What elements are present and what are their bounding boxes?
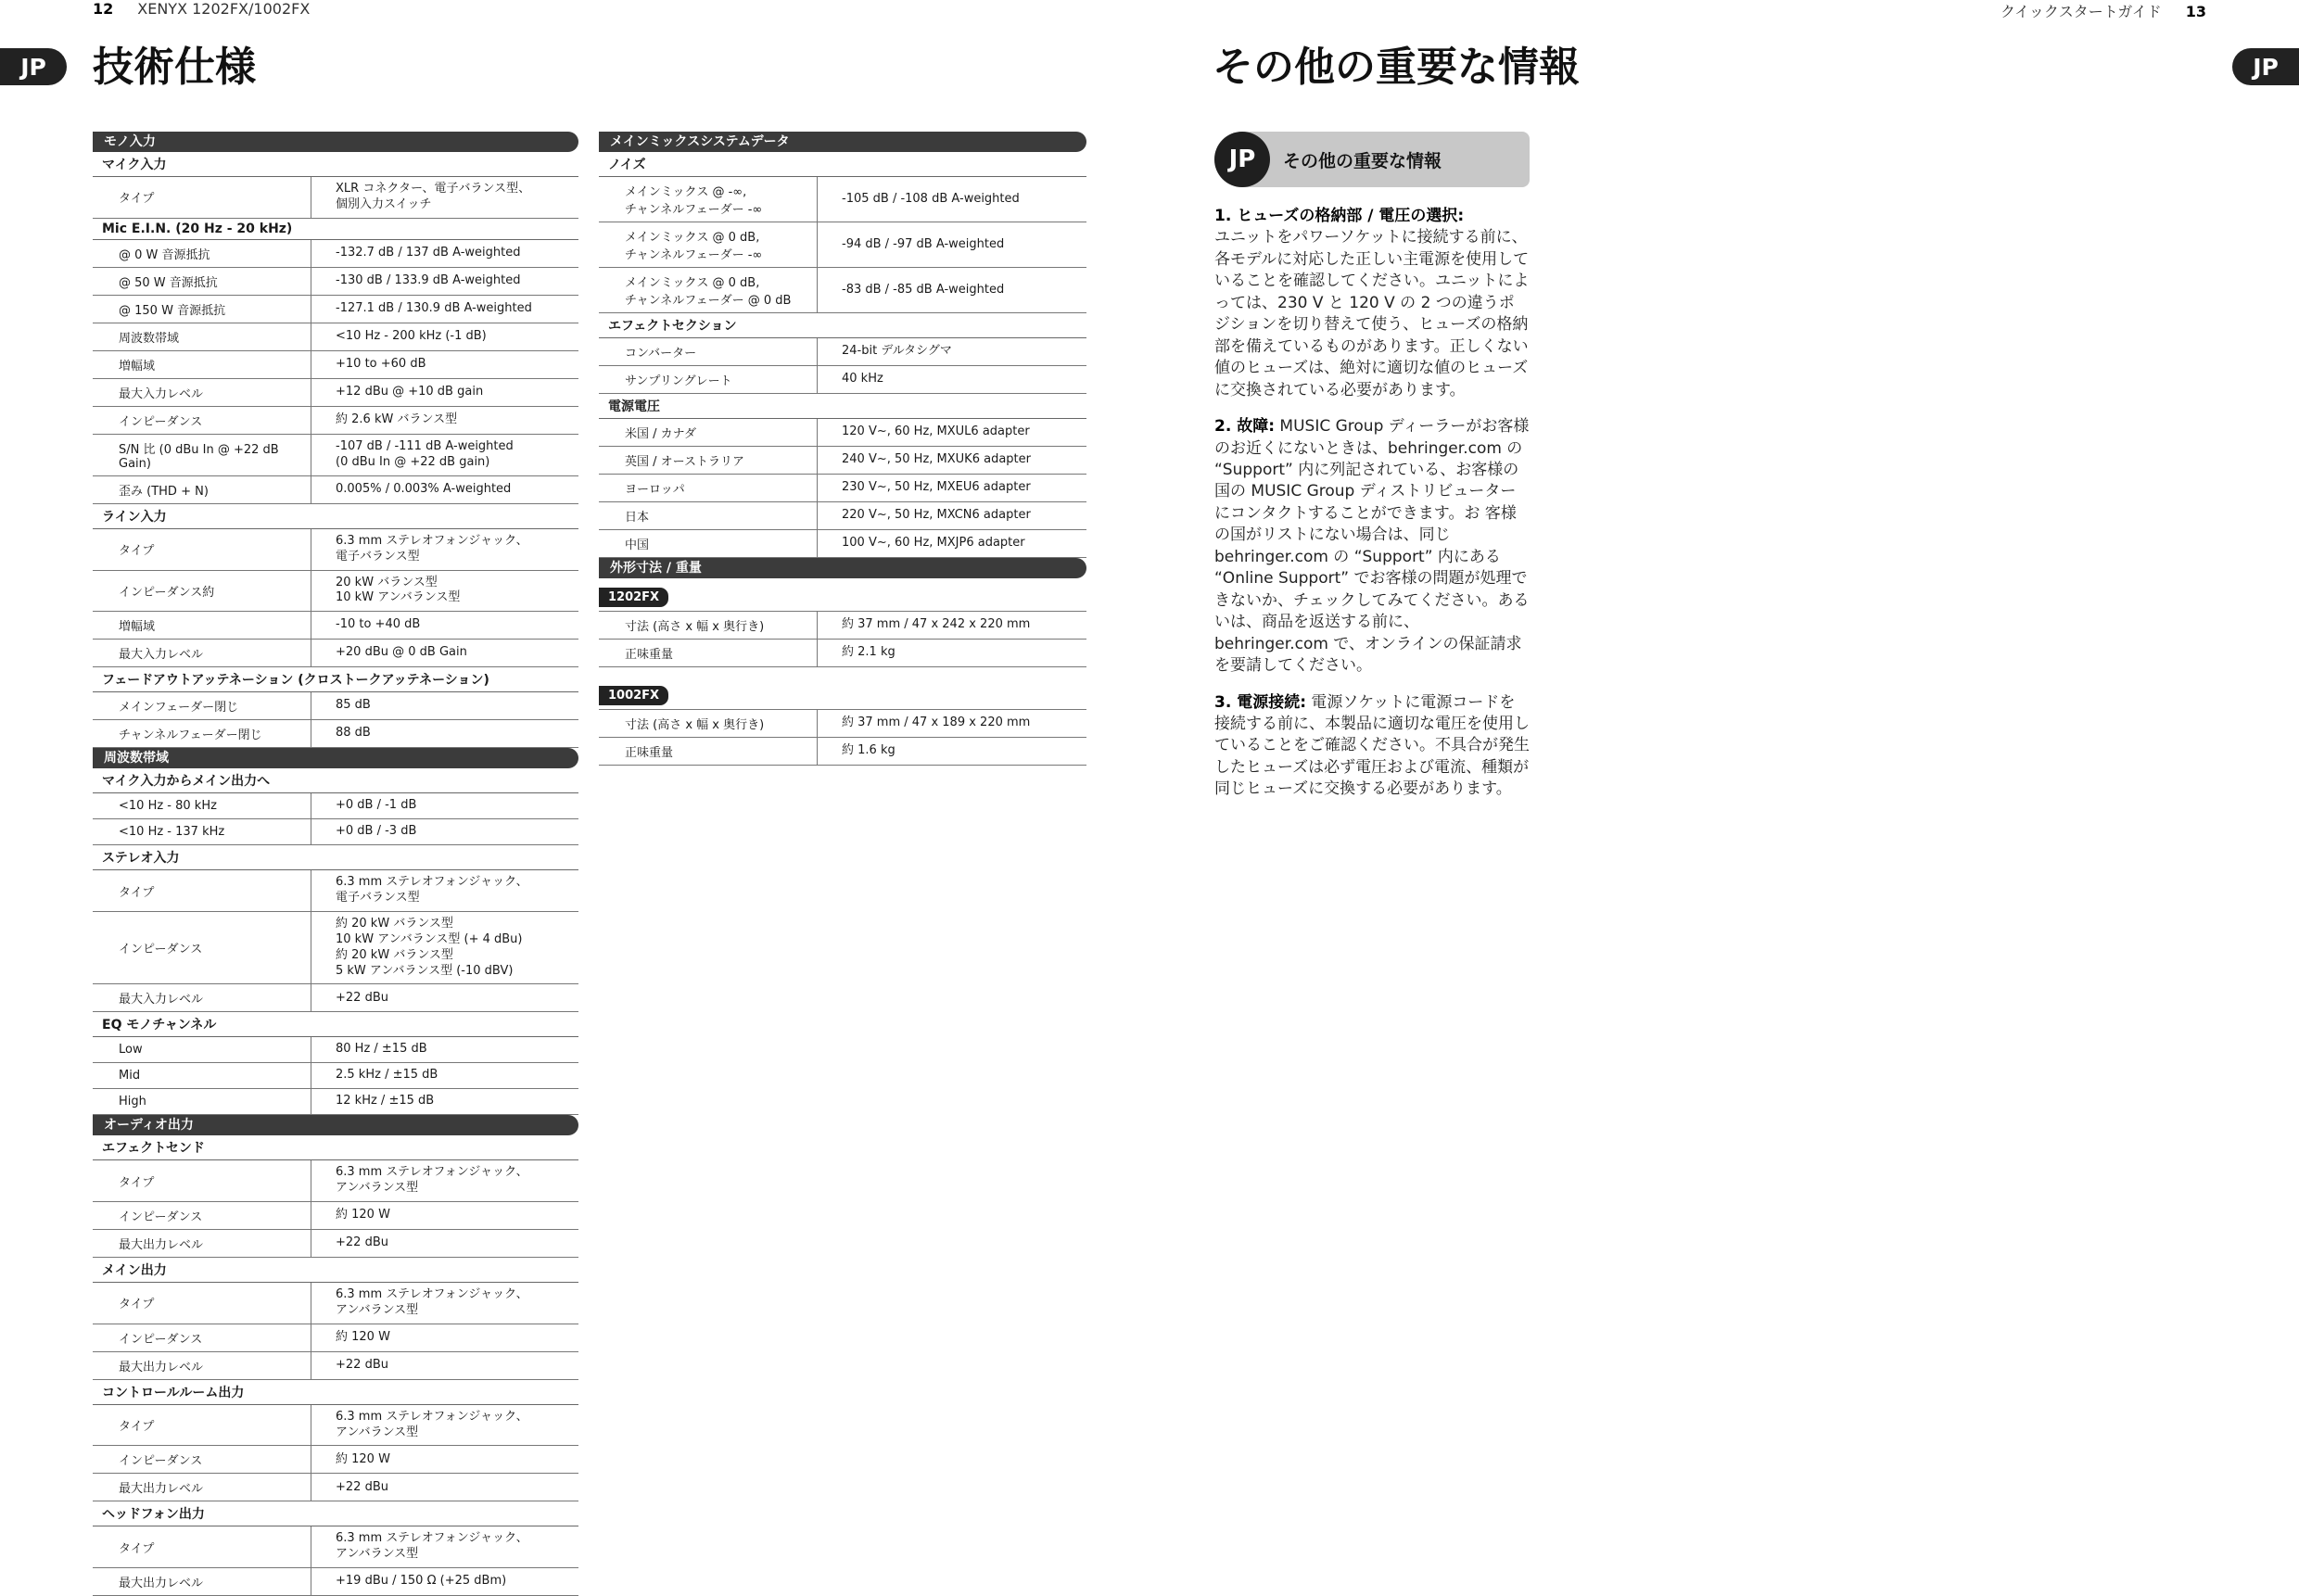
- spec-row: 最大出力レベル +22 dBu: [93, 1352, 578, 1380]
- spec-row: タイプ 6.3 mm ステレオフォンジャック、 アンバランス型: [93, 1405, 578, 1447]
- spec-row: @ 0 W 音源抵抗 -132.7 dB / 137 dB A-weighted: [93, 240, 578, 268]
- spec-row: @ 50 W 音源抵抗 -130 dB / 133.9 dB A-weighted: [93, 268, 578, 296]
- spec-row: 米国 / カナダ 120 V~, 60 Hz, MXUL6 adapter: [599, 419, 1086, 447]
- spec-row: インピーダンス 約 2.6 kW バランス型: [93, 407, 578, 435]
- info-section-header: [1214, 132, 1530, 187]
- spec-row: インピーダンス 約 20 kW バランス型 10 kW アンバランス型 (+ 4 dBu) 約 20 kW バランス型 5 kW アンバランス型 (-10 dBV): [93, 912, 578, 985]
- page-title-specs: 技術仕様: [93, 44, 256, 91]
- spec-row: 増幅域 -10 to +40 dB: [93, 612, 578, 640]
- spec-row: チャンネルフェーダー閉じ 88 dB: [93, 720, 578, 748]
- spec-row: <10 Hz - 137 kHz +0 dB / -3 dB: [93, 819, 578, 845]
- spec-row: 最大入力レベル +12 dBu @ +10 dB gain: [93, 379, 578, 407]
- spec-row: メインミックス @ 0 dB, チャンネルフェーダー @ 0 dB -83 dB / -85 dB A-weighted: [599, 268, 1086, 313]
- subsection-header: エフェクトセンド: [93, 1135, 578, 1160]
- spec-column-2: [599, 132, 1086, 766]
- spec-row: 正味重量 約 2.1 kg: [599, 640, 1086, 667]
- spec-row: 日本 220 V~, 50 Hz, MXCN6 adapter: [599, 502, 1086, 530]
- spec-row: タイプ 6.3 mm ステレオフォンジャック、 アンバランス型: [93, 1160, 578, 1202]
- subsection-header: Mic E.I.N. (20 Hz - 20 kHz): [93, 219, 578, 240]
- section-header: 周波数帯域: [93, 748, 578, 768]
- spec-row: 周波数帯域 <10 Hz - 200 kHz (-1 dB): [93, 323, 578, 351]
- language-tab-right: JP: [2232, 48, 2299, 85]
- model-label: 1202FX: [599, 588, 668, 607]
- section-header: メインミックスシステムデータ: [599, 132, 1086, 152]
- spec-row: 増幅域 +10 to +60 dB: [93, 351, 578, 379]
- info-paragraph-repair: 2. 故障: MUSIC Group ディーラーがお客様のお近くにないときは、behringer.com の “Support” 内に列記されている、お客様の国の MUSIC Group ディストリビューターにコンタクトすることができます。お 客様の国がリストにない場合は、同じ behringer.com の “Support” 内にある “Online Support” でお客様の問題が処理できないか、チェックしてみてください。あるいは、商品を返送する前に、behringer.com で、オンラインの保証請求を要請してください。: [1214, 417, 1530, 676]
- spec-row: タイプ 6.3 mm ステレオフォンジャック、 電子バランス型: [93, 529, 578, 571]
- language-tab-left: JP: [0, 48, 67, 85]
- subsection-header: マイク入力からメイン出力へ: [93, 768, 578, 793]
- spec-row: 歪み (THD + N) 0.005% / 0.003% A-weighted: [93, 476, 578, 504]
- section-header: 外形寸法 / 重量: [599, 558, 1086, 578]
- spec-row: インピーダンス約 20 kW バランス型 10 kW アンバランス型: [93, 571, 578, 613]
- spec-row: 最大出力レベル +19 dBu / 150 Ω (+25 dBm): [93, 1568, 578, 1596]
- language-badge: JP: [1214, 132, 1270, 187]
- spec-row: コンバーター 24-bit デルタシグマ: [599, 338, 1086, 366]
- spec-row: ヨーロッパ 230 V~, 50 Hz, MXEU6 adapter: [599, 475, 1086, 502]
- important-info-text: [1214, 206, 1530, 816]
- spec-row: 寸法 (高さ x 幅 x 奥行き) 約 37 mm / 47 x 242 x 220 mm: [599, 612, 1086, 640]
- left-running-title: XENYX 1202FX/1002FX: [137, 0, 311, 18]
- spec-row: 最大入力レベル +22 dBu: [93, 984, 578, 1012]
- subsection-header: ライン入力: [93, 504, 578, 529]
- right-header: [2001, 0, 2206, 21]
- spec-row: タイプ 6.3 mm ステレオフォンジャック、 アンバランス型: [93, 1283, 578, 1324]
- info-paragraph-fuse: 1. ヒューズの格納部 / 電圧の選択: ユニットをパワーソケットに接続する前に、各モデルに対応した正しい主電源を使用していることを確認してください。ユニットによっては、230 V と 120 V の 2 つの違うポジションを切り替えて使う、ヒューズの格納部を備えているものがあります。正しくない値のヒューズは、絶対に適切な値のヒューズに交換されている必要があります。: [1214, 207, 1530, 399]
- spec-row: 最大出力レベル +22 dBu: [93, 1230, 578, 1258]
- spec-row: <10 Hz - 80 kHz +0 dB / -1 dB: [93, 793, 578, 819]
- subsection-header: マイク入力: [93, 152, 578, 177]
- left-header: [93, 0, 310, 18]
- spec-row: High 12 kHz / ±15 dB: [93, 1089, 578, 1115]
- subsection-header: コントロールルーム出力: [93, 1380, 578, 1405]
- subsection-header: ヘッドフォン出力: [93, 1501, 578, 1526]
- spec-row: 最大入力レベル +20 dBu @ 0 dB Gain: [93, 640, 578, 667]
- spec-row: タイプ XLR コネクター、電子バランス型、 個別入力スイッチ: [93, 177, 578, 219]
- spec-row: タイプ 6.3 mm ステレオフォンジャック、 アンバランス型: [93, 1526, 578, 1568]
- info-paragraph-power: 3. 電源接続: 電源ソケットに電源コードを接続する前に、本製品に適切な電圧を使用していることをご確認ください。不具合が発生したヒューズは必ず電圧および電流、種類が同じヒューズに交換する必要があります。: [1214, 692, 1530, 799]
- spec-row: メインフェーダー閉じ 85 dB: [93, 692, 578, 720]
- spec-row: @ 150 W 音源抵抗 -127.1 dB / 130.9 dB A-weighted: [93, 296, 578, 323]
- right-page-number: 13: [2185, 3, 2206, 20]
- subsection-header: EQ モノチャンネル: [93, 1012, 578, 1037]
- spec-row: 英国 / オーストラリア 240 V~, 50 Hz, MXUK6 adapter: [599, 447, 1086, 475]
- spec-row: メインミックス @ -∞, チャンネルフェーダー -∞ -105 dB / -108 dB A-weighted: [599, 177, 1086, 222]
- spec-row: インピーダンス 約 120 W: [93, 1324, 578, 1352]
- subsection-header: ステレオ入力: [93, 845, 578, 870]
- spec-row: 中国 100 V~, 60 Hz, MXJP6 adapter: [599, 530, 1086, 558]
- spec-row: メインミックス @ 0 dB, チャンネルフェーダー -∞ -94 dB / -97 dB A-weighted: [599, 222, 1086, 268]
- section-header: モノ入力: [93, 132, 578, 152]
- spec-row: 寸法 (高さ x 幅 x 奥行き) 約 37 mm / 47 x 189 x 220 mm: [599, 710, 1086, 738]
- spec-row: タイプ 6.3 mm ステレオフォンジャック、 電子バランス型: [93, 870, 578, 912]
- subsection-header: エフェクトセクション: [599, 313, 1086, 338]
- right-running-title: クイックスタートガイド: [2000, 3, 2162, 20]
- info-section-label: その他の重要な情報: [1283, 150, 1442, 171]
- subsection-header: 電源電圧: [599, 394, 1086, 419]
- section-header: オーディオ出力: [93, 1115, 578, 1135]
- page-title-info: その他の重要な情報: [1213, 44, 1580, 91]
- spec-row: インピーダンス 約 120 W: [93, 1446, 578, 1474]
- spec-row: Mid 2.5 kHz / ±15 dB: [93, 1063, 578, 1089]
- subsection-header: フェードアウトアッテネーション (クロストークアッテネーション): [93, 667, 578, 692]
- left-page-number: 12: [93, 0, 114, 18]
- spec-row: Low 80 Hz / ±15 dB: [93, 1037, 578, 1063]
- subsection-header: メイン出力: [93, 1258, 578, 1283]
- model-label: 1002FX: [599, 686, 668, 705]
- spec-row: 最大出力レベル +22 dBu: [93, 1474, 578, 1501]
- spec-row: サンプリングレート 40 kHz: [599, 366, 1086, 394]
- spec-row: インピーダンス 約 120 W: [93, 1202, 578, 1230]
- subsection-header: ノイズ: [599, 152, 1086, 177]
- spec-row: 正味重量 約 1.6 kg: [599, 738, 1086, 766]
- spec-column-1: [93, 132, 578, 1596]
- spec-row: S/N 比 (0 dBu In @ +22 dB Gain) -107 dB / -111 dB A-weighted (0 dBu In @ +22 dB gain): [93, 435, 578, 476]
